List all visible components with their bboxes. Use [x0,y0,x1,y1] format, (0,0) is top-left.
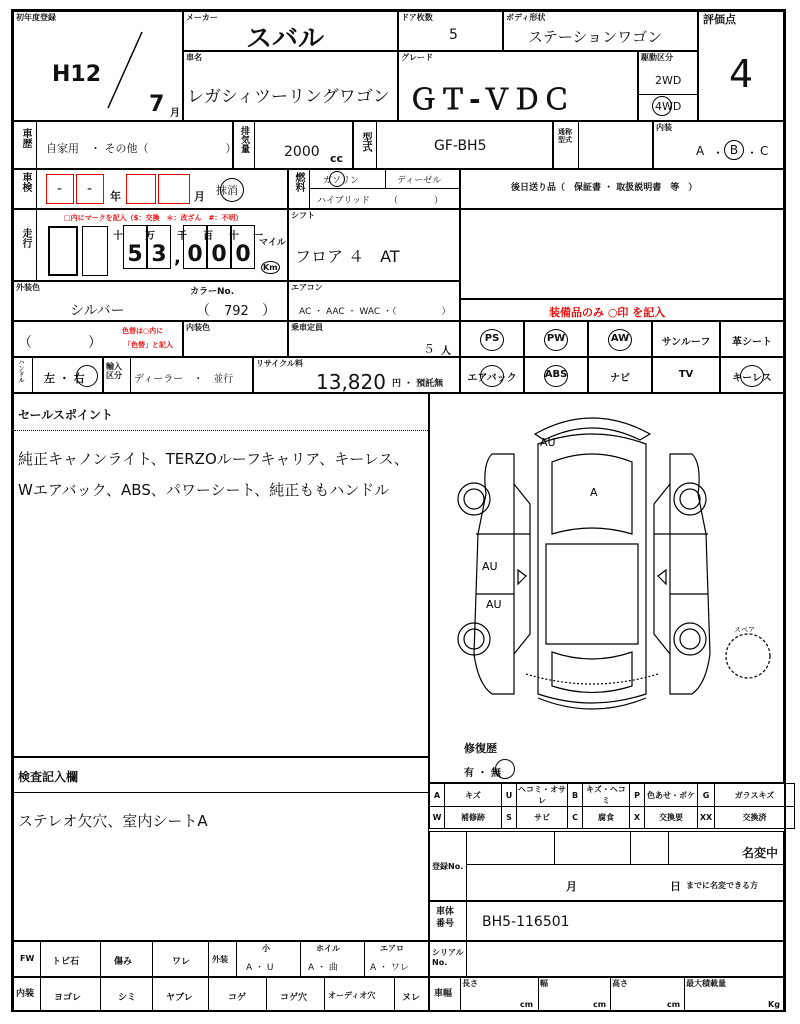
aircon-value: AC ・ AAC ・ WAC ・（ ） [299,307,451,317]
capacity-unit: 人 [441,346,451,357]
recycle-cell [253,357,460,393]
equipment-circle [480,329,504,351]
dims-length-unit: cm [520,1000,534,1009]
dims-height: 高さ [612,979,628,988]
fw-wheel-value: A ・ 曲 [308,963,338,973]
mileage-separator: , [174,247,181,268]
legend-cell: P [630,784,645,807]
equipment-header-cell [460,299,784,321]
history-cell [13,121,237,169]
grade-value: ＧＴ-ＶＤＣ [409,83,573,116]
equipment-item: AW [610,333,630,344]
equipment-cell-2 [524,321,588,357]
handle-right-circle [76,365,98,387]
repair-label: 修復歴 [464,742,497,755]
registration-year: H12 [52,62,102,87]
fuel-gasoline: ガソリン [323,176,360,186]
legend-cell: キズ [445,784,502,807]
equipment-cell-10 [720,357,784,393]
equipment-item: TV [678,369,694,380]
equipment-cell-7 [524,357,588,393]
repair-none-circle [495,759,515,779]
fuel-cell [288,169,460,209]
chassis-value: BH5-116501 [482,914,570,930]
body-type-value: ステーションワゴン [528,28,663,46]
handle-label: ハンドル [17,359,24,383]
legend-cell: X [630,807,645,829]
mileage-digit-4: 0 [207,225,231,269]
equipment-item: ナビ [610,373,630,384]
inspection-month-unit: 月 [194,190,205,203]
capacity-value: ５ [423,342,436,356]
equipment-header: 装備品のみ ○印 を記入 [549,306,666,319]
mileage-km-unit: Km [263,263,278,272]
registration-month: 7 [149,92,165,117]
mileage-digit-3: 0 [183,225,207,269]
interior-grade-label: 内装 [656,123,672,132]
legend-cell: XX [698,807,715,829]
legend-cell: 交換要 [645,807,698,829]
import-value: ディーラー ・ 並行 [134,374,234,385]
import-cell [103,357,253,393]
interior-item-5: コゲ穴 [280,993,308,1003]
maker-value: スバル [246,24,325,54]
serial-cell [429,941,784,977]
handle-value: 左 ・ 右 [44,372,85,385]
equipment-circle [608,329,632,351]
legend-cell: 補修跡 [445,807,502,829]
shift-cell [288,209,460,281]
mileage-unit-5: 十 [229,231,239,242]
grade-cell [398,51,638,121]
certified-model-cell [553,121,653,169]
fuel-hybrid: ハイブリッド [317,196,371,206]
car-name-value: レガシィツーリングワゴン [187,87,390,107]
grade-label: グレード [401,53,433,62]
name-change-flag: 名変中 [742,846,779,860]
docs-label: 後日送り品（ 保証書 ・ 取扱説明書 等 ） [511,183,698,193]
body-type-label: ボディ形状 [506,13,546,22]
inspection-label: 車検 [20,172,31,192]
equipment-item: キーレス [732,373,772,384]
inspector-cell [13,757,429,941]
legend-cell: ヘコミ・オサレ [518,785,566,805]
recycle-unit: 円 [392,379,402,389]
recycle-label: リサイクル料 [256,359,303,368]
mileage-unit-2: 万 [145,231,155,242]
model-cell [353,121,553,169]
fw-aero-value: A ・ ワレ [370,963,409,973]
diagram-cell [429,393,784,783]
color-note-line2: 「色替」と記入 [124,341,173,349]
legend-cell: ガラスキズ [715,784,795,807]
mileage-digit-2: 3 [147,225,171,269]
car-diagram [430,394,785,724]
history-value: 自家用 ・ その他（ ） [46,142,237,155]
equipment-circle [480,365,504,387]
shift-label: シフト [291,211,315,220]
fw-ext-label: 外装 [212,955,228,964]
inspector-text: ステレオ欠穴、室内シートA [18,812,208,830]
fw-item-1: トビ石 [52,957,80,967]
exterior-color-cell: 外装色 シルバー カラーNo. （ 792 ） [13,281,288,321]
sales-point-cell [13,393,429,757]
legend-cell: G [698,784,715,807]
docs-cell [460,169,784,209]
aircon-label: エアコン [291,283,323,292]
color-note-line1: 色替は○内に [122,327,164,335]
fw-row [13,941,429,977]
interior-item-4: コゲ [228,993,247,1003]
legend-cell: 腐食 [583,807,630,829]
doors-cell [398,11,503,51]
inspection-box-4[interactable] [158,174,190,204]
name-change-suffix: までに名変できる方 [686,881,758,890]
interior-row [13,977,429,1012]
drive-cell [638,51,698,121]
capacity-label: 乗車定員 [291,323,323,332]
legend-cell: B [568,784,583,807]
recycle-deposit: ・ 預託無 [404,379,444,389]
dims-label: 車幅 [434,989,453,999]
auction-sheet [11,9,786,1012]
docs-body [460,209,784,299]
drive-2wd: 2WD [655,74,682,87]
name-change-day: 日 [670,880,681,893]
interior-item-3: ヤブレ [166,993,193,1003]
aircon-cell [288,281,460,321]
legend-cell: 交換済 [715,807,795,829]
interior-grade-b: B [724,140,744,160]
registration-cell [13,11,183,121]
interior-item-2: シミ [118,993,137,1003]
equipment-circle [544,329,568,351]
history-label: 車歴 [20,128,31,148]
interior-item-6: オーディオ穴 [328,991,376,1000]
inspection-expired: 抹消 [216,184,238,197]
equipment-item: PS [484,333,500,344]
interior-grade-a: A [696,144,705,158]
equipment-cell-9 [652,357,720,393]
chassis-label: 車体番号 [436,907,455,929]
interior-color-cell [183,321,288,357]
legend-cell: サビ [517,807,568,829]
doors-value: 5 [449,27,458,43]
fuel-gasoline-circle [329,171,345,187]
diagram-mark-4: AU [486,598,502,611]
displacement-unit: cc [330,152,344,165]
fw-label: FW [20,954,35,963]
name-change-label: 登録No. [432,862,464,871]
handle-cell [13,357,103,393]
interior-item-7: ヌレ [402,993,421,1003]
legend-cell: W [430,807,445,829]
interior-grade-c: C [760,144,769,158]
registration-label: 初年度登録 [16,13,56,22]
inspection-box-1[interactable]: - [46,174,74,204]
body-type-cell [503,11,698,51]
dims-max-load: 最大積載量 [686,979,726,988]
capacity-cell [288,321,460,357]
exterior-color-label: 外装色 [16,283,40,292]
doors-label: ドア枚数 [401,13,433,22]
fw-small-label: 小 [262,944,270,953]
inspector-label: 検査記入欄 [18,770,79,784]
equipment-item: エアバック [467,373,517,384]
dimensions-cell [429,977,784,1012]
model-value: GF-BH5 [434,138,487,154]
equipment-cell-3 [588,321,652,357]
equipment-cell-6 [460,357,524,393]
diagram-mark-1: AU [540,436,556,449]
interior-color-label: 内装色 [186,323,210,332]
inspection-expired-circle [220,178,244,202]
fw-wheel-label: ホイル [316,944,340,953]
exterior-color-code: 792 [224,304,249,319]
exterior-color-value: シルバー [70,303,125,319]
fuel-diesel: ディーゼル [397,176,442,186]
registration-slash [104,30,144,110]
equipment-circle [544,365,568,387]
fw-item-3: ワレ [172,957,191,967]
fuel-other: （ ） [389,196,444,206]
registration-month-unit: 月 [170,108,180,119]
dims-length: 長さ [462,979,478,988]
displacement-cell [233,121,353,169]
dims-max-load-unit: Kg [768,1000,780,1009]
mileage-unit-1: 十 [113,231,123,242]
legend-cell: キズ・ヘコミ [583,784,630,807]
mileage-digit-blank [82,226,108,276]
equipment-cell-8 [588,357,652,393]
recycle-value: 13,820 [316,370,386,394]
sales-point-text: 純正キャノンライト、TERZOルーフキャリア、キーレス、Wエアバック、ABS、パワーシート、純正ももハンドル [18,450,409,499]
model-label: 型式 [360,132,371,152]
drive-4wd-circle [652,96,672,116]
damage-legend [429,783,784,829]
color-note-paren: （ ） [18,335,102,351]
maker-cell [183,11,398,54]
car-name-label: 車名 [186,53,202,62]
car-name-cell [183,51,398,121]
certified-model-label: 通称型式 [558,128,572,144]
dims-height-unit: cm [667,1000,681,1009]
inspection-box-2[interactable]: - [76,174,104,204]
color-note-cell [13,321,183,357]
fw-aero-label: エアロ [380,944,404,953]
dims-width-unit: cm [593,1000,607,1009]
dims-width: 幅 [540,979,548,988]
diagram-spare-label: スペア [734,626,755,634]
name-change-month: 月 [566,880,577,893]
mileage-unit-4: 百 [203,231,213,242]
chassis-cell [429,901,784,941]
equipment-cell-4 [652,321,720,357]
drive-4wd: 4WD [655,100,682,113]
displacement-label: 排気量 [239,126,249,153]
mileage-digit-5: 0 [231,225,255,269]
equipment-circle [740,365,764,387]
name-change-cell [429,831,784,901]
score-label: 評価点 [703,13,736,26]
mileage-mile-unit: マイル [259,238,286,248]
legend-cell: C [568,807,583,829]
equipment-item: サンルーフ [661,337,711,348]
displacement-value: 2000 [284,144,320,160]
equipment-cell-5 [720,321,784,357]
legend-cell: 色あせ・ボケ [645,784,698,807]
maker-label: メーカー [186,13,218,22]
score-value: 4 [729,52,754,96]
repair-value: 有 ・ 無 [464,768,501,779]
mileage-unit-6: 一 [253,231,263,242]
fuel-label: 燃料 [293,172,304,192]
diagram-mark-3: AU [482,560,498,573]
legend-cell: A [430,784,445,807]
fw-small-value: A ・ U [246,963,274,973]
mileage-unit-3: 千 [177,231,187,242]
interior-grade-cell: 内装 A ・ B ・ C [653,121,784,169]
equipment-item: ABS [544,369,568,380]
equipment-item: 革シート [732,337,772,348]
sales-point-label: セールスポイント [18,408,113,422]
mileage-mark-box[interactable] [48,226,78,276]
equipment-cell-1 [460,321,524,357]
fw-item-2: 傷み [114,957,133,967]
mileage-label: 走行 [20,228,31,248]
interior-row-label: 内装 [16,989,35,999]
score-cell [698,11,784,121]
mileage-note: □内にマークを記入（$：交換 ＊：改ざん #：不明） [64,214,243,222]
drive-label: 駆動区分 [641,53,673,62]
inspection-year-unit: 年 [110,190,121,203]
inspection-box-3[interactable] [126,174,156,204]
diagram-mark-2: A [590,486,598,499]
import-label: 輸入区分 [106,362,122,380]
equipment-item: PW [546,333,566,344]
exterior-color-code-label: カラーNo. [190,287,235,297]
mileage-digit-1: 5 [123,225,147,269]
serial-label: シリアルNo. [432,948,464,967]
legend-cell: U [502,784,517,807]
shift-value: フロア ４ AT [295,247,400,266]
inspection-cell [13,169,288,209]
legend-cell: S [502,807,517,829]
interior-item-1: ヨゴレ [54,993,82,1003]
